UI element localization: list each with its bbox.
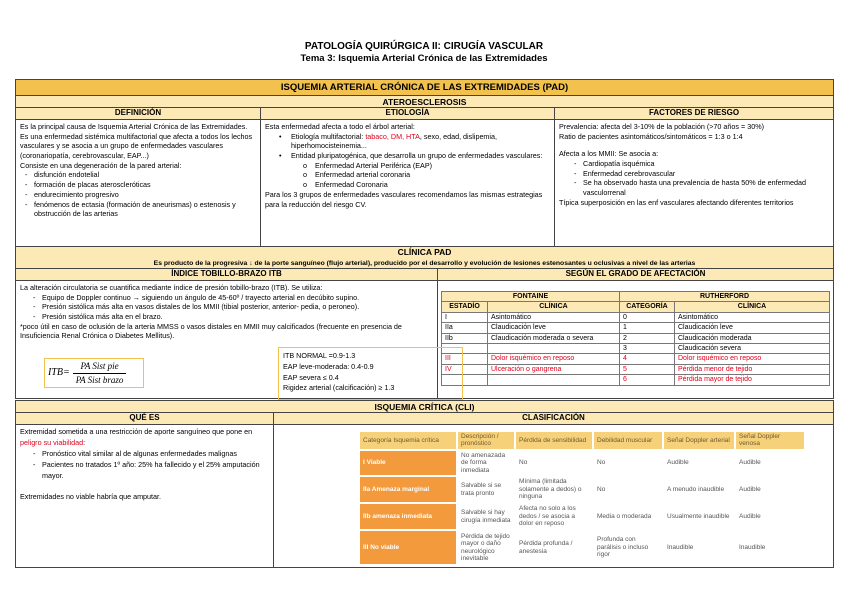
table-cell-rcl: Pérdida mayor de tejido — [675, 375, 830, 385]
list-item: - Presión sistólica más alta en vasos distales de los MMII (tibial posterior, anterior- pedia, o peroneo). — [28, 302, 433, 312]
que-es-cell — [16, 413, 274, 567]
list-item: • Etiología multifactorial: tabaco, DM, HTA, sexo, edad, dislipemia, hiperhomocisteinemia... — [265, 132, 550, 151]
clasif-cell: Audible — [736, 451, 804, 475]
list-item: • Entidad pluripatogénica, que desarrolla un grupo de enfermedades vasculares: — [265, 151, 550, 161]
factores-heading: FACTORES DE RIESGO — [555, 108, 833, 120]
table-cell-est: IIa — [442, 323, 488, 333]
clasif-cell: Usualmente inaudible — [664, 504, 734, 529]
table-cell-cat: 6 — [620, 375, 675, 385]
table-cell-cat: 4 — [620, 354, 675, 364]
definicion-text: Es la principal causa de Isquemia Arterial Crónica de las Extremidades. Es una enfermedad sistémica multifactorial que afecta a todos los lechos vasculares y se asocia a un grupo de enfermedades vasculares (coronariopatía, cerebrovascular, EAP...) — [20, 121, 253, 160]
table-row — [360, 504, 804, 529]
table-row — [442, 323, 830, 333]
formula-lhs: ITB= — [48, 367, 70, 379]
clasif-cell: Salvable si hay cirugía inmediata — [458, 504, 514, 529]
table-cell-est: IIb — [442, 333, 488, 343]
clinica-section — [15, 246, 834, 399]
definicion-text-2: Consiste en una degeneración de la pared arterial: — [20, 160, 182, 170]
list-item: - Cardiopatía isquémica — [569, 159, 829, 169]
clasif-header-cell: Descripción / pronóstico — [458, 432, 514, 449]
factores-cell — [555, 108, 833, 248]
cli-section — [15, 400, 834, 568]
col-clinica-2: CLÍNICA — [675, 302, 830, 312]
table-cell-fcl: Dolor isquémico en reposo — [488, 354, 620, 364]
clasif-category-cell: IIb amenaza inmediata — [360, 504, 456, 529]
document-title: PATOLOGÍA QUIRÚRGICA II: CIRUGÍA VASCULAR — [304, 41, 544, 52]
clasif-category-cell: III No viable — [360, 531, 456, 564]
list-item: - formación de placas ateroscleróticas — [20, 180, 256, 190]
range-line: EAP severa ≤ 0.4 — [283, 372, 339, 382]
clasif-cell: Mínima (limitada solamente a dedos) o ninguna — [516, 477, 592, 502]
grado-cell — [438, 269, 833, 398]
table-cell-est: I — [442, 312, 488, 322]
table-row — [360, 477, 804, 502]
cli-title: ISQUEMIA CRÍTICA (CLI) — [16, 401, 833, 413]
clasif-cell: Audible — [736, 477, 804, 502]
clasif-header-cell: Señal Doppler venosa — [736, 432, 804, 449]
clasif-cell: Audible — [664, 451, 734, 475]
fontaine-heading: FONTAINE — [442, 291, 620, 301]
table-cell-cat: 3 — [620, 343, 675, 353]
table-row — [442, 312, 830, 322]
table-cell-cat: 0 — [620, 312, 675, 322]
table-cell-fcl: Ulceración o gangrena — [488, 364, 620, 374]
clasif-cell: A menudo inaudible — [664, 477, 734, 502]
ateroesclerosis-section — [15, 79, 834, 249]
clasif-cell: No amenazada de forma inmediata — [458, 451, 514, 475]
etiologia-outro: Para los 3 grupos de enfermedades vasculares recomendamos las mismas estrategias para la reducción del riesgo CV. — [265, 189, 543, 209]
table-row — [442, 333, 830, 343]
amputar-text: Extremidades no viable habría que amputar. — [20, 491, 162, 501]
clinica-subtitle: Es producto de la progresiva ↓ de la porte sanguíneo (flujo arterial), producido por el desarrollo y evolución de lesiones estenosantes u oclusivas a nivel de las arterias — [16, 258, 833, 269]
clasif-cell: Profunda con parálisis o incluso rigor — [594, 531, 662, 564]
document-subtitle: Tema 3: Isquemia Arterial Crónica de las Extremidades — [300, 53, 548, 64]
list-item: - Pronóstico vital similar al de algunas enfermedades malignas — [28, 449, 269, 460]
formula-numerator: PA Sist pie — [73, 360, 127, 373]
table-row — [360, 451, 804, 475]
que-es-text: Extremidad sometida a una restricción de aporte sanguíneo que pone en peligro su viabilidad: — [20, 426, 253, 447]
itb-cell — [16, 269, 438, 398]
mmii-text: Afecta a los MMII: Se asocia a: — [559, 149, 659, 159]
etiologia-cell — [261, 108, 555, 248]
range-line: Rigidez arterial (calcificación) ≥ 1.3 — [283, 383, 395, 393]
clasif-header-cell: Categoría Isquemia crítica — [360, 432, 456, 449]
table-cell-cat: 5 — [620, 364, 675, 374]
table-cell-cat: 2 — [620, 333, 675, 343]
clasif-cell: Pérdida profunda / anestesia — [516, 531, 592, 564]
table-cell-rcl: Claudicación moderada — [675, 333, 830, 343]
etiologia-heading: ETIOLOGÍA — [261, 108, 554, 120]
clasificacion-heading: CLASIFICACIÓN — [274, 413, 833, 425]
clasif-cell: Pérdida de tejido mayor o daño neurológico inevitable — [458, 531, 514, 564]
clasif-category-cell: IIa Amenaza marginal — [360, 477, 456, 502]
table-cell-fcl: Asintomático — [488, 312, 620, 322]
col-clinica: CLÍNICA — [488, 302, 620, 312]
itb-ranges-box — [278, 347, 463, 400]
itb-intro: La alteración circulatoria se cuantifica mediante índice de presión tobillo-brazo (ITB). Se utiliza: — [20, 282, 323, 292]
definicion-cell — [16, 108, 261, 248]
table-cell-rcl: Claudicación leve — [675, 323, 830, 333]
table-cell-est: IV — [442, 364, 488, 374]
clasif-header-cell: Debilidad muscular — [594, 432, 662, 449]
table-cell-rcl: Asintomático — [675, 312, 830, 322]
list-item: - Pacientes no tratados 1º año: 25% ha fallecido y el 25% amputación mayor. — [28, 460, 269, 482]
table-cell-fcl: Claudicación leve — [488, 323, 620, 333]
list-item: - Enfermedad cerebrovascular — [569, 169, 829, 179]
superposicion-text: Típica superposición en las enf vasculares afectando diferentes territorios — [559, 197, 794, 207]
etiologia-intro: Esta enfermedad afecta a todo el árbol arterial: — [265, 121, 415, 131]
clasif-cell: No — [594, 477, 662, 502]
clasificacion-cell — [274, 413, 833, 567]
viabilidad-highlight: peligro su viabilidad — [20, 437, 84, 447]
col-categoria: CATEGORÍA — [620, 302, 675, 312]
table-row — [442, 343, 830, 353]
clasif-header-cell: Señal Doppler arterial — [664, 432, 734, 449]
table-row — [442, 364, 830, 374]
atero-title: ATEROESCLEROSIS — [16, 96, 833, 108]
prevalencia-text: Prevalencia: afecta del 3-10% de la población (>70 años = 30%) — [559, 121, 764, 131]
list-item: - disfunción endotelial — [20, 170, 256, 180]
clasif-category-cell: I Viable — [360, 451, 456, 475]
list-item: o Enfermedad Arterial Periférica (EAP) — [265, 161, 550, 171]
list-item: o Enfermedad Coronaria — [265, 180, 550, 190]
clasif-cell: No — [516, 451, 592, 475]
ratio-text: Ratio de pacientes asintomáticos/sintomáticos = 1:3 o 1:4 — [559, 131, 743, 141]
col-estadio: ESTADÍO — [442, 302, 488, 312]
definicion-list — [20, 170, 256, 219]
table-cell-fcl — [488, 375, 620, 385]
list-item: o Enfermedad arterial coronaria — [265, 170, 550, 180]
table-cell-fcl — [488, 343, 620, 353]
table-row — [360, 531, 804, 564]
list-item: - fenómenos de ectasia (formación de aneurismas) o estenosis y obstrucción de las arterias — [20, 200, 256, 219]
table-cell-fcl: Claudicación moderada o severa — [488, 333, 620, 343]
table-cell-rcl: Pérdida menor de tejido — [675, 364, 830, 374]
list-item: - Se ha observado hasta una prevalencia de hasta 50% de enfermedad vasculorrenal — [569, 178, 829, 197]
clasif-cell: No — [594, 451, 662, 475]
formula-denominator: PA Sist brazo — [75, 374, 124, 385]
grado-heading: SEGÚN EL GRADO DE AFECTACIÓN — [438, 269, 833, 281]
itb-heading: ÍNDICE TOBILLO-BRAZO ITB — [16, 269, 437, 281]
list-item: - Presión sistólica más alta en el brazo. — [28, 312, 433, 322]
table-cell-rcl: Claudicación severa — [675, 343, 830, 353]
table-cell-est: III — [442, 354, 488, 364]
que-es-heading: QUÉ ES — [16, 413, 273, 425]
clasif-cell: Inaudible — [664, 531, 734, 564]
clasif-cell: Audible — [736, 504, 804, 529]
range-line: EAP leve-moderada: 0.4-0.9 — [283, 361, 374, 371]
clasif-cell: Salvable si se trata pronto — [458, 477, 514, 502]
rutherford-heading: RUTHERFORD — [620, 291, 830, 301]
table-cell-cat: 1 — [620, 323, 675, 333]
list-item: - endurecimiento progresivo — [20, 190, 256, 200]
clasif-header-cell: Pérdida de sensibilidad — [516, 432, 592, 449]
table-cell-rcl: Dolor isquémico en reposo — [675, 354, 830, 364]
main-title: ISQUEMIA ARTERIAL CRÓNICA DE LAS EXTREMIDADES (PAD) — [16, 80, 833, 96]
itb-note: *poco útil en caso de oclusión de la arteria MMSS o vasos distales en MMII muy calcificados (frecuente en presencia de Insuficiencia Renal Crónica o Diabetes Mellitus). — [20, 321, 402, 341]
clinica-title: CLÍNICA PAD — [16, 247, 833, 258]
clasif-cell: Inaudible — [736, 531, 804, 564]
grado-table — [441, 291, 830, 386]
table-row — [442, 354, 830, 364]
clasificacion-table — [358, 430, 806, 566]
table-row — [442, 375, 830, 385]
definicion-heading: DEFINICIÓN — [16, 108, 260, 120]
clasif-cell: Afecta no solo a los dedos / se asocia a dolor en reposo — [516, 504, 592, 529]
clasif-cell: Media o moderada — [594, 504, 662, 529]
list-item: - Equipo de Doppler continuo → siguiendo un ángulo de 45-60º / trayecto arterial en decúbito supino. — [28, 293, 433, 303]
range-line: ITB NORMAL =0.9-1.3 — [283, 351, 356, 360]
risk-factors-highlight: tabaco, DM, HTA — [365, 131, 420, 141]
itb-formula — [44, 358, 144, 388]
